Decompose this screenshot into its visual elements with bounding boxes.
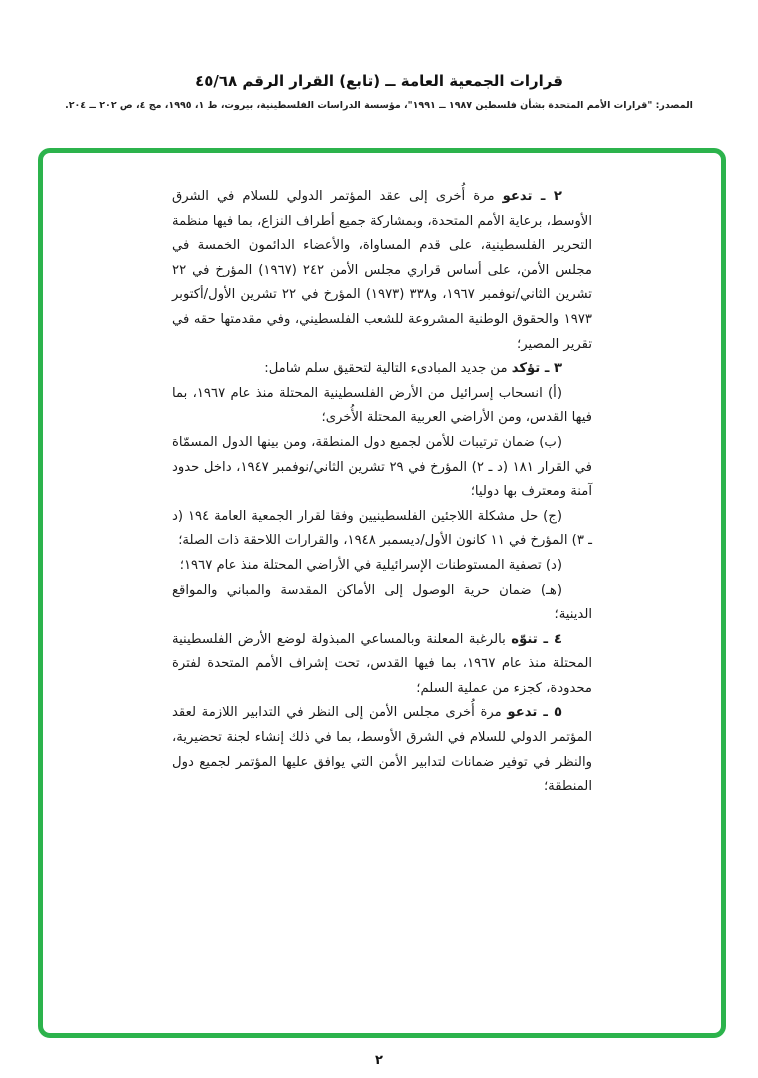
paragraph-text: تصفية المستوطنات الإسرائيلية في الأراضي المحتلة منذ عام ١٩٦٧؛ bbox=[179, 557, 546, 573]
paragraph-text: مرة أُخرى إلى عقد المؤتمر الدولي للسلام في الشرق الأوسط، برعاية الأمم المتحدة، وبمشاركة جميع أطراف النزاع، بما فيها منظمة التحرير الفلسطينية، على قدم المساواة، والأعضاء الدائمون الخمسة في مجلس الأمن، على أساس قراري مجلس الأمن ٢٤٢ (١٩٦٧) المؤرخ في ٢٢ تشرين الثاني/نوفمبر ١٩٦٧، و٣٣٨ (١٩٧٣) المؤرخ في ٢٢ تشرين الأول/أكتوبر ١٩٧٣ والحقوق الوطنية المشروعة للشعب الفلسطيني، وفي مقدمتها حقه في تقرير المصير؛ bbox=[172, 189, 592, 352]
paragraph-lead: ٣ ـ تؤكد bbox=[511, 361, 562, 377]
subparagraph-b bbox=[172, 431, 592, 505]
paragraph-4 bbox=[172, 628, 592, 702]
paragraph-lead: (هـ) bbox=[540, 582, 562, 598]
paragraph-lead: (د) bbox=[545, 557, 562, 573]
paragraph-text: انسحاب إسرائيل من الأرض الفلسطينية المحتلة منذ عام ١٩٦٧، بما فيها القدس، ومن الأراضي العربية المحتلة الأُخرى؛ bbox=[172, 385, 592, 426]
resolution-text bbox=[172, 185, 592, 800]
paragraph-text: بالرغبة المعلنة وبالمساعي المبذولة لوضع الأرض الفلسطينية المحتلة منذ عام ١٩٦٧، بما فيها القدس، تحت إشراف الأمم المتحدة لفترة محدودة، كجزء من عملية السلم؛ bbox=[172, 631, 592, 696]
paragraph-text: ضمان ترتيبات للأمن لجميع دول المنطقة، ومن بينها الدول المسمّاة في القرار ١٨١ (د ـ ٢) المؤرخ في ٢٩ تشرين الثاني/نوفمبر ١٩٤٧، داخل حدود آمنة ومعترف بها دوليا؛ bbox=[172, 434, 592, 500]
content-frame bbox=[38, 148, 726, 1038]
paragraph-3 bbox=[172, 357, 592, 382]
paragraph-lead: (ب) bbox=[539, 434, 562, 450]
paragraph-lead: (ج) bbox=[543, 508, 562, 524]
document-header bbox=[0, 72, 758, 111]
paragraph-5 bbox=[172, 701, 592, 799]
paragraph-text: حل مشكلة اللاجئين الفلسطينيين وفقا لقرار الجمعية العامة ١٩٤ (د ـ ٣) المؤرخ في ١١ كانون الأول/ديسمبر ١٩٤٨، والقرارات اللاحقة ذات الصلة؛ bbox=[172, 508, 592, 549]
subparagraph-d bbox=[172, 554, 592, 579]
paragraph-lead: ٤ ـ تنوّه bbox=[511, 631, 563, 647]
subparagraph-a bbox=[172, 382, 592, 431]
subparagraph-h bbox=[172, 579, 592, 628]
paragraph-lead: ٥ ـ تدعو bbox=[507, 705, 562, 721]
paragraph-text: ضمان حرية الوصول إلى الأماكن المقدسة والمباني والمواقع الدينية؛ bbox=[172, 582, 592, 623]
page-title: قرارات الجمعية العامة ــ (تابع) القرار الرقم ٤٥/٦٨ bbox=[195, 72, 563, 90]
page-number: ٢ bbox=[375, 1053, 383, 1068]
subparagraph-c bbox=[172, 505, 592, 554]
paragraph-text: من جديد المبادىء التالية لتحقيق سلم شامل: bbox=[264, 361, 512, 377]
paragraph-2 bbox=[172, 185, 592, 357]
paragraph-lead: (أ) bbox=[548, 385, 562, 401]
paragraph-text: مرة أُخرى مجلس الأمن إلى النظر في التدابير اللازمة لعقد المؤتمر الدولي للسلام في الشرق الأوسط، بما في ذلك إنشاء لجنة تحضيرية، والنظر في توفير ضمانات لتدابير الأمن التي يوافق عليها المؤتمر لجميع دول المنطقة؛ bbox=[172, 705, 592, 795]
source-line: المصدر: "قرارات الأمم المتحدة بشأن فلسطين ١٩٨٧ ــ ١٩٩١"، مؤسسة الدراسات الفلسطينية، بيروت، ط ١، ١٩٩٥، مج ٤، ص ٢٠٢ ــ ٢٠٤. bbox=[65, 100, 693, 111]
paragraph-lead: ٢ ـ تدعو bbox=[502, 189, 562, 204]
